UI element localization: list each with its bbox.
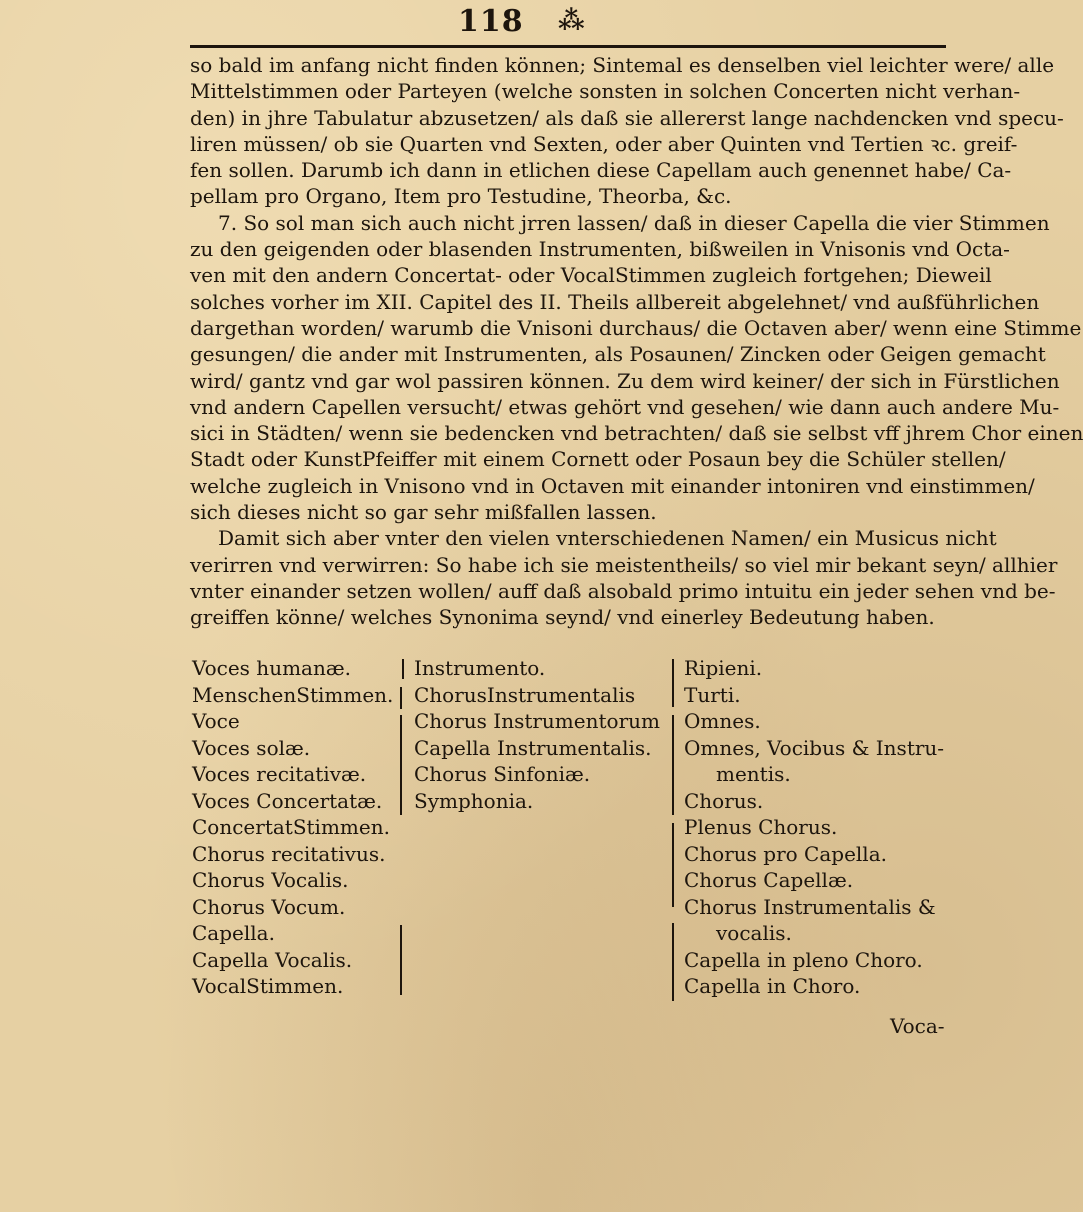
text-line: pellam pro Organo, Item pro Testudine, Theorba, &c. [190, 184, 732, 209]
list-item: Voces recitativæ. [192, 762, 367, 786]
list-item: Chorus Capellæ. [684, 868, 854, 892]
body-text [190, 52, 1083, 631]
text-line: solches vorher im XII. Capitel des II. Theils allbereit abgelehnet/ vnd außführlichen [190, 289, 1040, 314]
text-line: ven mit den andern Concertat- oder VocalStimmen zugleich fortgehen; Dieweil [190, 263, 992, 288]
list-item: ConcertatStimmen. [192, 815, 390, 839]
list-item: mentis. [716, 762, 791, 786]
text-line: Damit sich aber vnter den vielen vnterschiedenen Namen/ ein Musicus nicht [218, 526, 997, 551]
page-number: 118 [458, 4, 524, 39]
ornament-icon: ⁂ [558, 6, 585, 36]
text-line: wird/ gantz vnd gar wol passiren können. Zu dem wird keiner/ der sich in Fürstlichen [190, 368, 1060, 393]
list-item: Voces humanæ. [192, 656, 351, 680]
column-divider [672, 715, 674, 815]
list-item: Capella in pleno Choro. [684, 947, 923, 972]
list-item: Voces solæ. [192, 735, 311, 760]
list-item: Symphonia. [414, 788, 534, 813]
column-divider [672, 823, 674, 907]
list-item: Ripieni. [684, 656, 763, 680]
text-line: gesungen/ die ander mit Instrumenten, als Posaunen/ Zincken oder Geigen gemacht [190, 342, 1046, 367]
synonym-column-vocal [192, 655, 397, 1000]
synonym-column-tutti [678, 655, 966, 1000]
list-item: Chorus pro Capella. [684, 841, 887, 866]
text-line: verirren vnd verwirren: So habe ich sie meistentheils/ so viel mir bekant seyn/ allhier [190, 552, 1058, 577]
catchword: Voca- [890, 1014, 945, 1038]
text-line: 7. So sol man sich auch nicht jrren lassen/ daß in dieser Capella die vier Stimmen [218, 210, 1050, 235]
list-item: Capella in Choro. [684, 974, 861, 998]
list-item: VocalStimmen. [192, 974, 344, 998]
text-line: sici in Städten/ wenn sie bedencken vnd betrachten/ daß sie selbst vff jhrem Chor einen [190, 421, 1083, 446]
list-item: Chorus Sinfoniæ. [414, 762, 591, 786]
text-line: so bald im anfang nicht finden können; Sintemal es denselben viel leichter were/ alle [190, 53, 1055, 77]
column-divider [402, 659, 404, 679]
column-divider [672, 659, 674, 707]
list-item: ChorusInstrumentalis [414, 682, 636, 707]
synonym-column-instrumental [408, 655, 664, 814]
list-item: Chorus. [684, 788, 764, 813]
list-item: Capella Vocalis. [192, 947, 353, 972]
list-item: MenschenStimmen. [192, 682, 394, 707]
list-item: Chorus recitativus. [192, 841, 386, 866]
list-item: Capella Instrumentalis. [414, 735, 652, 760]
list-item: Voces Concertatæ. [192, 788, 383, 813]
list-item: Chorus Instrumentalis & [684, 894, 936, 919]
text-line: dargethan worden/ warumb die Vnisoni durchaus/ die Octaven aber/ wenn eine Stimme [190, 315, 1082, 340]
list-item: Chorus Vocalis. [192, 868, 349, 892]
list-item: Voce [192, 709, 240, 733]
text-line: greiffen könne/ welches Synonima seynd/ vnd einerley Bedeutung haben. [190, 605, 935, 630]
list-item: Omnes. [684, 709, 761, 733]
text-line: vnd andern Capellen versucht/ etwas gehört vnd gesehen/ wie dann auch andere Mu- [190, 394, 1060, 419]
column-divider [400, 925, 402, 995]
list-item: Chorus Vocum. [192, 894, 346, 919]
text-line: fen sollen. Darumb ich dann in etlichen diese Capellam auch genennet habe/ Ca- [190, 158, 1012, 183]
text-line: Mittelstimmen oder Parteyen (welche sonsten in solchen Concerten nicht verhan- [190, 79, 1021, 104]
list-item: Turti. [684, 682, 741, 707]
text-line: den) in jhre Tabulatur abzusetzen/ als daß sie allererst lange nachdencken vnd specu- [190, 105, 1064, 130]
text-line: liren müssen/ ob sie Quarten vnd Sexten, oder aber Quinten vnd Tertien ꝛc. greif- [190, 131, 1018, 156]
header-rule [190, 45, 946, 52]
text-line: zu den geigenden oder blasenden Instrumenten, bißweilen in Vnisonis vnd Octa- [190, 237, 1010, 262]
page-header [190, 4, 950, 44]
column-divider [400, 715, 402, 815]
text-line: vnter einander setzen wollen/ auff daß alsobald primo intuitu ein jeder sehen vnd be- [190, 578, 1056, 603]
column-divider [672, 923, 674, 1001]
list-item: Capella. [192, 921, 275, 945]
synonym-lists [190, 655, 960, 1015]
text-line: welche zugleich in Vnisono vnd in Octaven mit einander intoniren vnd einstimmen/ [190, 473, 1035, 498]
list-item: Plenus Chorus. [684, 815, 838, 839]
text-line: sich dieses nicht so gar sehr mißfallen lassen. [190, 500, 657, 525]
list-item: vocalis. [716, 921, 792, 945]
list-item: Chorus Instrumentorum [414, 709, 660, 733]
column-divider [400, 687, 402, 709]
list-item: Instrumento. [414, 656, 546, 680]
list-item: Omnes, Vocibus & Instru- [684, 735, 945, 760]
text-line: Stadt oder KunstPfeiffer mit einem Cornett oder Posaun bey die Schüler stellen/ [190, 447, 1006, 472]
